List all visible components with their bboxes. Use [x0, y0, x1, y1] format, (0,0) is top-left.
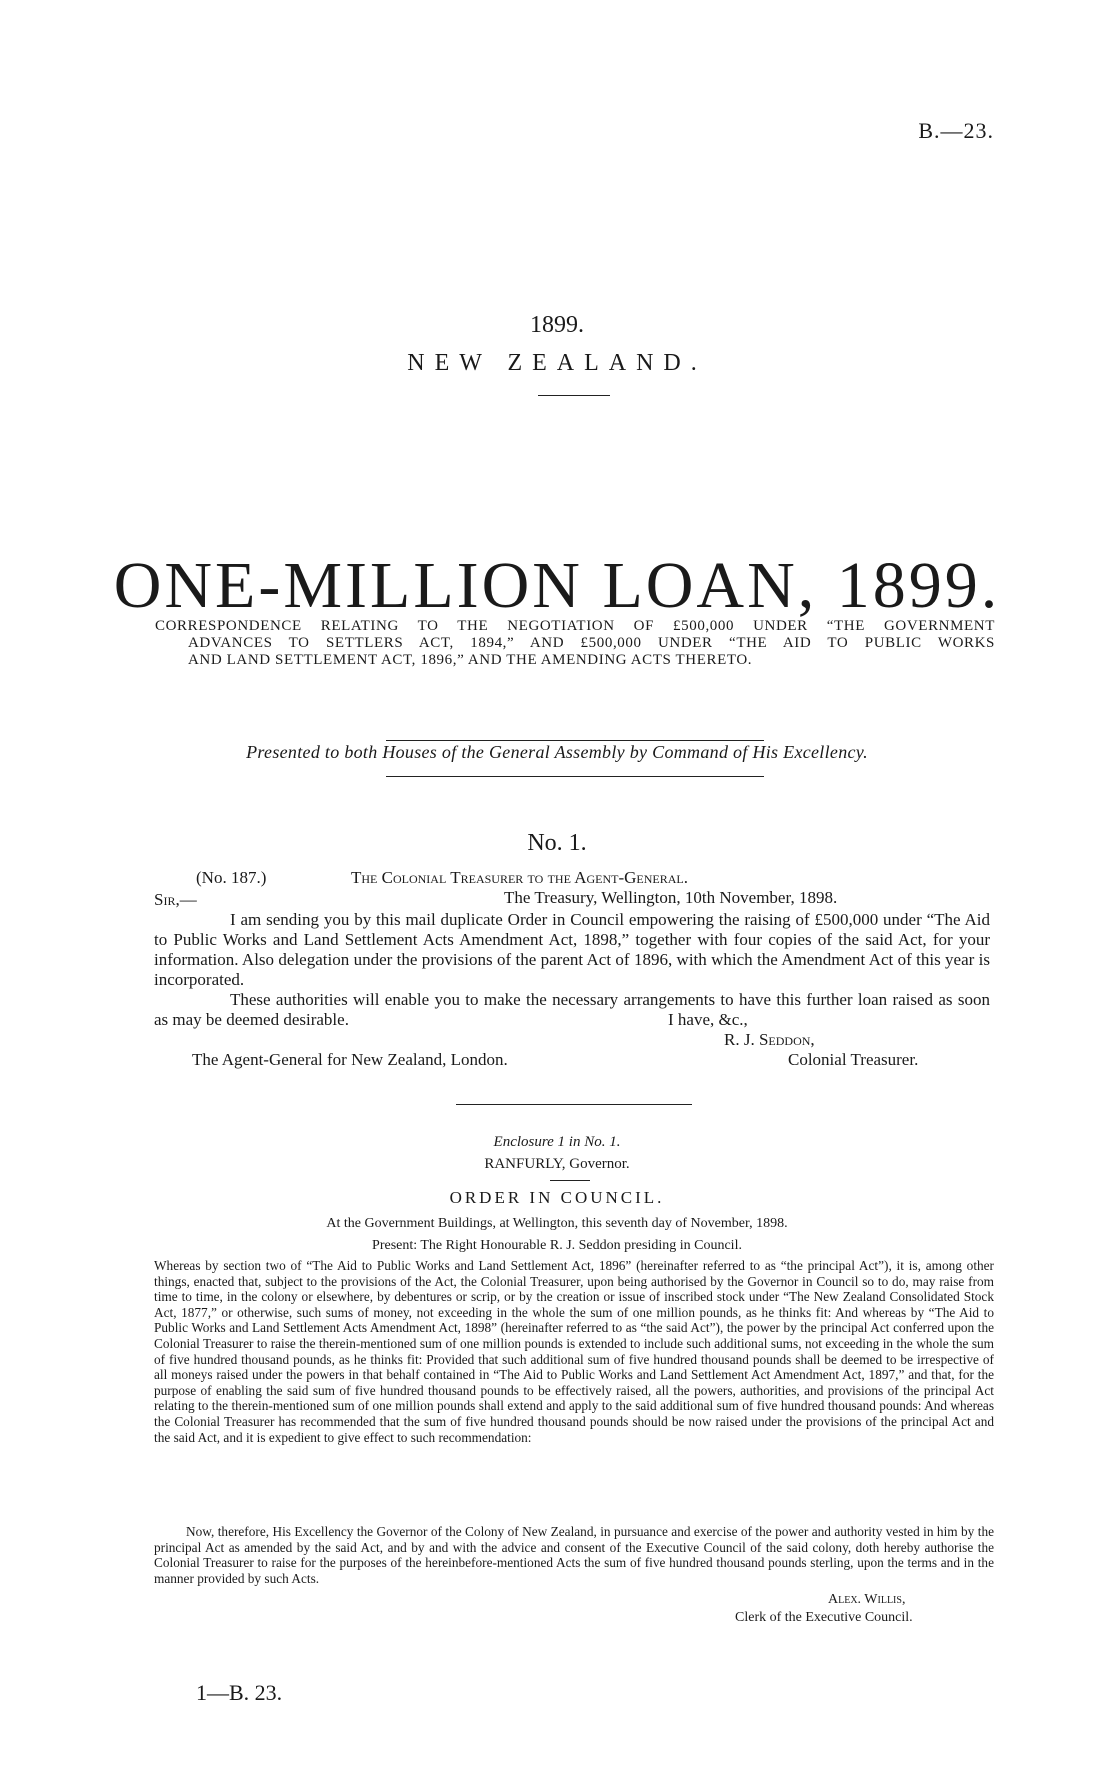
divider: [538, 395, 610, 396]
governor-line: RANFURLY, Governor.: [484, 1156, 630, 1172]
letter-ref-number: (No. 187.): [196, 868, 267, 887]
letter-from-to: The Colonial Treasurer to the Agent-General.: [351, 868, 688, 887]
letter-paragraph: These authorities will enable you to make the necessary arrangements to have this further loan raised as soon as may be deemed desirable.: [154, 990, 990, 1029]
addressee: The Agent-General for New Zealand, London.: [192, 1050, 508, 1069]
order-place: At the Government Buildings, at Wellington, this seventh day of November, 1898.: [326, 1216, 788, 1231]
country-heading: NEW ZEALAND.: [407, 350, 707, 376]
page-title: ONE-MILLION LOAN, 1899.: [113, 549, 1001, 622]
presented-line: Presented to both Houses of the General Assembly by Command of His Excellency.: [246, 742, 868, 762]
subtitle-line: CORRESPONDENCE RELATING TO THE NEGOTIATION OF £500,000 UNDER “THE GOVERNMENT: [155, 618, 995, 634]
signatory-title: Colonial Treasurer.: [788, 1050, 919, 1069]
place-date: The Treasury, Wellington, 10th November, 1898.: [504, 888, 838, 907]
signatory: R. J. Seddon,: [724, 1030, 815, 1049]
salutation: Sir,—: [154, 890, 197, 909]
order-signatory: Alex. Willis,: [828, 1592, 906, 1607]
enclosure-label: Enclosure 1 in No. 1.: [493, 1134, 621, 1150]
letter-heading: No. 1.: [527, 830, 587, 856]
subtitle: [155, 618, 995, 669]
letter-paragraph: I am sending you by this mail duplicate Order in Council empowering the raising of £500,000 under “The Aid to Public Works and Land Settlement Acts Amendment Act, 1898,” together with four copies of the said Act, for your information. Also delegation under the provisions of the parent Act of 1896, with which the Amendment Act of this year is incorporated.: [154, 910, 990, 989]
closing: I have, &c.,: [668, 1010, 748, 1029]
divider: [386, 776, 764, 777]
divider: [386, 740, 764, 741]
year: 1899.: [530, 312, 584, 338]
subtitle-line: AND LAND SETTLEMENT ACT, 1896,” AND THE AMENDING ACTS THERETO.: [188, 652, 753, 668]
order-present: Present: The Right Honourable R. J. Seddon presiding in Council.: [372, 1238, 742, 1253]
subtitle-line: ADVANCES TO SETTLERS ACT, 1894,” AND £500,000 UNDER “THE AID TO PUBLIC WORKS: [188, 635, 995, 651]
page-reference: B.—23.: [918, 118, 994, 143]
sheet-reference: 1—B. 23.: [196, 1680, 283, 1705]
order-title: ORDER IN COUNCIL.: [449, 1188, 665, 1207]
order-paragraph: Now, therefore, His Excellency the Governor of the Colony of New Zealand, in pursuance and exercise of the power and authority vested in him by the principal Act as amended by the said Act, and by and with the advice and consent of the Executive Council of the said colony, doth hereby authorise the Colonial Treasurer to raise for the purposes of the hereinbefore-mentioned Acts the sum of five hundred thousand pounds sterling, upon the terms and in the manner provided by such Acts.: [154, 1524, 994, 1586]
divider: [456, 1104, 692, 1105]
divider: [550, 1180, 590, 1181]
order-paragraph: Whereas by section two of “The Aid to Public Works and Land Settlement Act, 1896” (hereinafter referred to as “the principal Act”), it is, among other things, enacted that, subject to the provisions of the Act, the Colonial Treasurer, upon being authorised by the Governor in Council so to do, may raise from time to time, in the colony or elsewhere, by debentures or scrip, or by the creation or issue of inscribed stock under “The New Zealand Consolidated Stock Act, 1877,” or otherwise, such sums of money, not exceeding in the whole the sum of one million pounds, as he thinks fit: And whereas by “The Aid to Public Works and Land Settlement Acts Amendment Act, 1898” (hereinafter referred to as “the said Act”), the power by the principal Act conferred upon the Colonial Treasurer to raise the therein-mentioned sum of one million pounds is extended to include such additional sums, not exceeding in the whole the sum of five hundred thousand pounds, as he thinks fit: Provided that such additional sum of five hundred thousand pounds shall be deemed to be irrespective of all moneys raised under the powers in that behalf contained in “The Aid to Public Works and Land Settlement Act Amendment Act, 1897,” and that, for the purpose of enabling the said sum of five hundred thousand pounds to be effectively raised, all the powers, authorities, and provisions of the principal Act relating to the therein-mentioned sum of one million pounds shall extend and apply to the said additional sum of five hundred thousand pounds: And whereas the Colonial Treasurer has recommended that the sum of five hundred thousand pounds should be now raised under the provisions of the principal Act and the said Act, and it is expedient to give effect to such recommendation:: [154, 1258, 994, 1445]
order-signatory-title: Clerk of the Executive Council.: [735, 1610, 913, 1625]
